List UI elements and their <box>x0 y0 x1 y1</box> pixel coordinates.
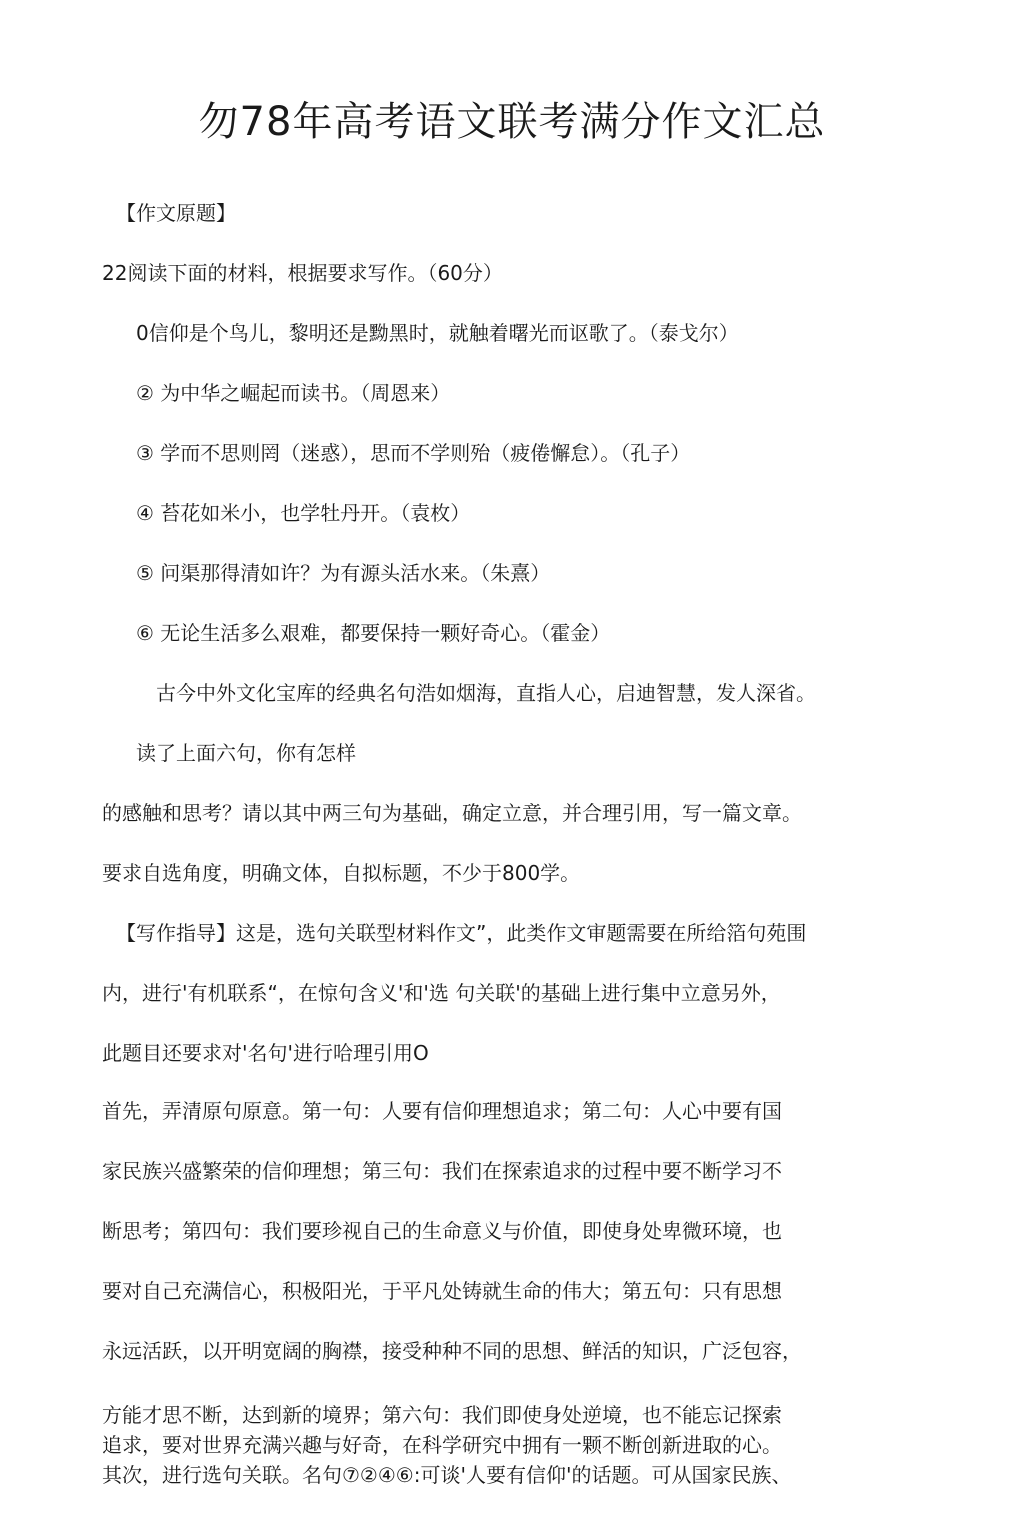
body-line: 要对自己充满信心，积极阳光，于平凡处铸就生命的伟大；第五句：只有思想 <box>102 1279 782 1303</box>
prompt-line: 要求自选角度，明确文体，自拟标题，不少于800学。 <box>102 861 581 885</box>
prompt-line: 的感触和思考？请以其中两三句为基础，确定立意，并合理引用，写一篇文章。 <box>102 801 802 825</box>
prompt-line: 读了上面六句，你有怎样 <box>136 741 356 765</box>
guide-line: 内，进行'有机联系“，在惊句含义'和'选 句关联'的基础上进行集中立意另外， <box>102 981 781 1005</box>
body-line: 首先，弄清原句原意。第一句：人要有信仰理想追求；第二句：人心中要有国 <box>102 1099 782 1123</box>
page-title: 勿78年高考语文联考满分作文汇总 <box>198 99 826 145</box>
intro-line: 古今中外文化宝库的经典名句浩如烟海，直指人心，启迪智慧，发人深省。 <box>156 681 816 705</box>
guide-line: 【写作指导】这是，选句关联型材料作文”，此类作文审题需要在所给箔句苑围 <box>116 921 807 945</box>
quote-item: ⑥ 无论生活多么艰难，都要保持一颗好奇心。（霍金） <box>136 621 611 645</box>
quote-item: ⑤ 问渠那得清如许？为有源头活水来。（朱熹） <box>136 561 551 585</box>
quote-item: ② 为中华之崛起而读书。（周恩来） <box>136 381 451 405</box>
original-heading: 【作文原题】 <box>116 201 236 225</box>
body-line: 方能才思不断，达到新的境界；第六句：我们即使身处逆境，也不能忘记探索 <box>102 1403 782 1427</box>
body-line: 断思考；第四句：我们要珍视自己的生命意义与价值，即使身处卑微环境，也 <box>102 1219 782 1243</box>
body-line: 其次，进行选句关联。名句⑦②④⑥:可谈'人要有信仰'的话题。可从国家民族、 <box>102 1463 792 1487</box>
question-line: 22阅读下面的材料，根据要求写作。（60分） <box>102 261 503 285</box>
quote-item: 0信仰是个鸟儿，黎明还是黝黑时，就触着曙光而讴歌了。（泰戈尔） <box>136 321 739 345</box>
body-line: 永远活跃，以开明宽阔的胸襟，接受种种不同的思想、鲜活的知识，广泛包容， <box>102 1339 802 1363</box>
body-line: 家民族兴盛繁荣的信仰理想；第三句：我们在探索追求的过程中要不断学习不 <box>102 1159 782 1183</box>
body-line: 追求，要对世界充满兴趣与好奇，在科学研究中拥有一颗不断创新进取的心。 <box>102 1433 782 1457</box>
quote-item: ④ 苔花如米小，也学牡丹开。（袁枚） <box>136 501 471 525</box>
guide-line: 此题目还要求对'名句'进行哈理引用O <box>102 1041 429 1065</box>
quote-item: ③ 学而不思则罔（迷惑），思而不学则殆（疲倦懈怠）。（孔子） <box>136 441 691 465</box>
